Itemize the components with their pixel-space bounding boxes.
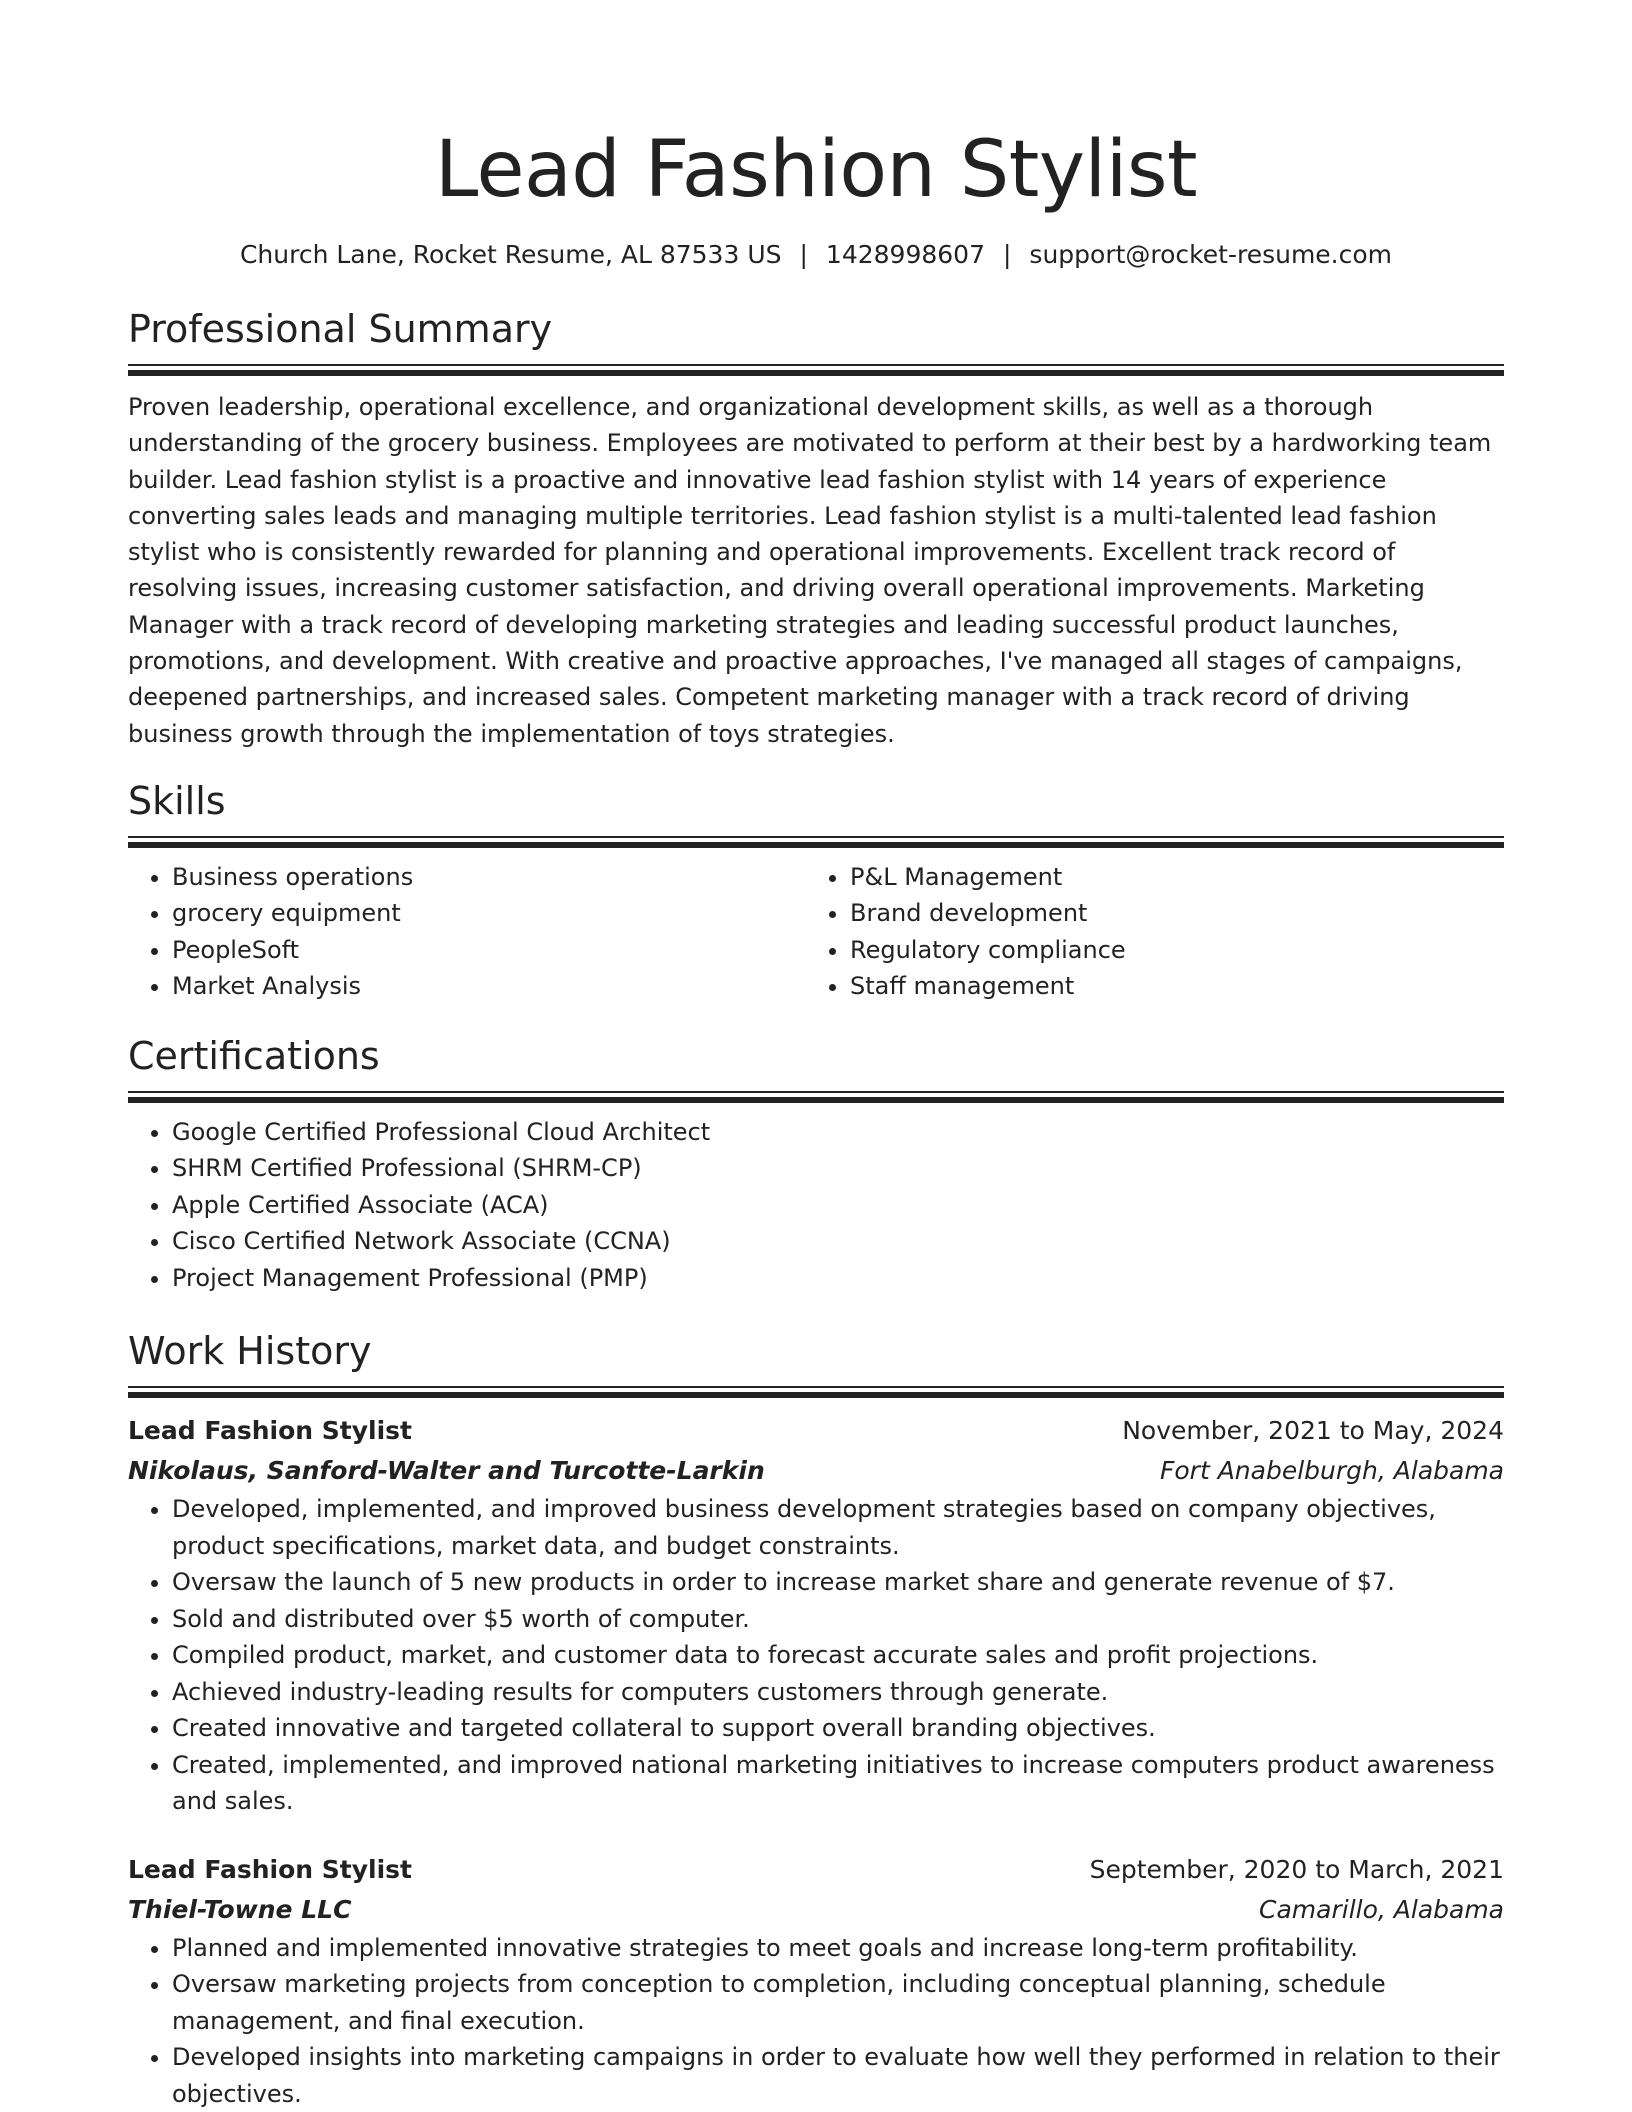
job-company: Nikolaus, Sanford-Walter and Turcotte-Larkin <box>128 1456 765 1486</box>
section-title-skills: Skills <box>128 778 226 823</box>
certifications-list <box>128 1114 1504 1297</box>
skills-section <box>128 776 1504 1005</box>
job-header-row <box>128 1411 1504 1451</box>
skills-list-right <box>806 859 1484 1005</box>
work-history-section <box>128 1326 1504 2112</box>
skill-item: • Brand development <box>850 895 1484 932</box>
section-divider <box>128 1386 1504 1397</box>
contact-separator: | <box>1002 240 1012 269</box>
contact-email[interactable]: support@rocket-resume.com <box>1029 240 1393 269</box>
job-dates: November, 2021 to May, 2024 <box>1122 1416 1504 1446</box>
job-title: Lead Fashion Stylist <box>128 1854 412 1884</box>
job-location: Fort Anabelburgh, Alabama <box>1160 1456 1504 1486</box>
resume-name: Lead Fashion Stylist <box>434 125 1198 215</box>
job-bullets <box>128 1491 1504 1820</box>
job-bullet: • Compiled product, market, and customer data to forecast accurate sales and profit projections. <box>172 1637 1504 1674</box>
certification-item: • Project Management Professional (PMP) <box>172 1260 1504 1297</box>
job-bullet: • Created, implemented, and improved national marketing initiatives to increase computers product awareness and sales. <box>172 1747 1504 1820</box>
section-divider <box>128 836 1504 847</box>
certification-item: • Cisco Certified Network Associate (CCNA) <box>172 1223 1504 1260</box>
job-header-row <box>128 1850 1504 1890</box>
job-company-row <box>128 1451 1504 1491</box>
section-divider <box>128 1091 1504 1102</box>
job-bullets <box>128 1930 1504 2112</box>
job-company: Thiel-Towne LLC <box>128 1894 352 1924</box>
job-location: Camarillo, Alabama <box>1259 1894 1504 1924</box>
skill-item: • Staff management <box>850 968 1484 1005</box>
skill-item: • PeopleSoft <box>172 932 806 969</box>
skill-item: • Business operations <box>172 859 806 896</box>
job-company-row <box>128 1890 1504 1930</box>
skill-item: • Regulatory compliance <box>850 932 1484 969</box>
job-bullet: • Sold and distributed over $5 worth of computer. <box>172 1601 1504 1638</box>
job-bullet: • Oversaw the launch of 5 new products in order to increase market share and generate revenue of $7. <box>172 1564 1504 1601</box>
certification-item: • SHRM Certified Professional (SHRM-CP) <box>172 1150 1504 1187</box>
certification-item: • Apple Certified Associate (ACA) <box>172 1187 1504 1224</box>
job-bullet: • Created innovative and targeted collateral to support overall branding objectives. <box>172 1710 1504 1747</box>
contact-line <box>128 238 1504 272</box>
certifications-section <box>128 1031 1504 1297</box>
job-title: Lead Fashion Stylist <box>128 1416 412 1446</box>
skill-item: • Market Analysis <box>172 968 806 1005</box>
section-title-certifications: Certifications <box>128 1033 380 1078</box>
job-bullet: • Planned and implemented innovative strategies to meet goals and increase long-term profitability. <box>172 1930 1504 1967</box>
section-title-work-history: Work History <box>128 1329 372 1374</box>
contact-address: Church Lane, Rocket Resume, AL 87533 US <box>239 240 782 269</box>
skill-item: • P&L Management <box>850 859 1484 896</box>
skills-grid <box>128 859 1504 1005</box>
section-title-summary: Professional Summary <box>128 307 553 351</box>
section-divider <box>128 364 1504 375</box>
job-bullet: • Developed, implemented, and improved business development strategies based on company objectives, product specifications, market data, and budget constraints. <box>172 1491 1504 1564</box>
job-entry <box>128 1850 1504 2112</box>
job-bullet: • Achieved industry-leading results for computers customers through generate. <box>172 1674 1504 1711</box>
summary-text: Proven leadership, operational excellence, and organizational development skills, as well as a thorough understanding of the grocery business. Employees are motivated to perform at their best by a hardworking team builder. Lead fashion stylist is a proactive and innovative lead fashion stylist with 14 years of experience converting sales leads and managing multiple territories. Lead fashion stylist is a multi-talented lead fashion stylist who is consistently rewarded for planning and operational improvements. Excellent track record of resolving issues, increasing customer satisfaction, and driving overall operational improvements. Marketing Manager with a track record of developing marketing strategies and leading successful product launches, promotions, and development. With creative and proactive approaches, I've managed all stages of campaigns, deepened partnerships, and increased sales. Competent marketing manager with a track record of driving business growth through the implementation of toys strategies. <box>128 393 1492 748</box>
job-bullet: • Oversaw marketing projects from conception to completion, including conceptual planning, schedule management, and final execution. <box>172 1966 1504 2039</box>
job-dates: September, 2020 to March, 2021 <box>1089 1854 1504 1884</box>
resume-page <box>128 0 1504 2112</box>
job-bullet: • Developed insights into marketing campaigns in order to evaluate how well they performed in relation to their objectives. <box>172 2039 1504 2112</box>
summary-section <box>128 304 1504 752</box>
skills-list-left <box>128 859 806 1005</box>
contact-phone: 1428998607 <box>825 240 985 269</box>
contact-separator: | <box>799 240 808 269</box>
certification-item: • Google Certified Professional Cloud Architect <box>172 1114 1504 1151</box>
skill-item: • grocery equipment <box>172 895 806 932</box>
job-entry <box>128 1411 1504 1820</box>
